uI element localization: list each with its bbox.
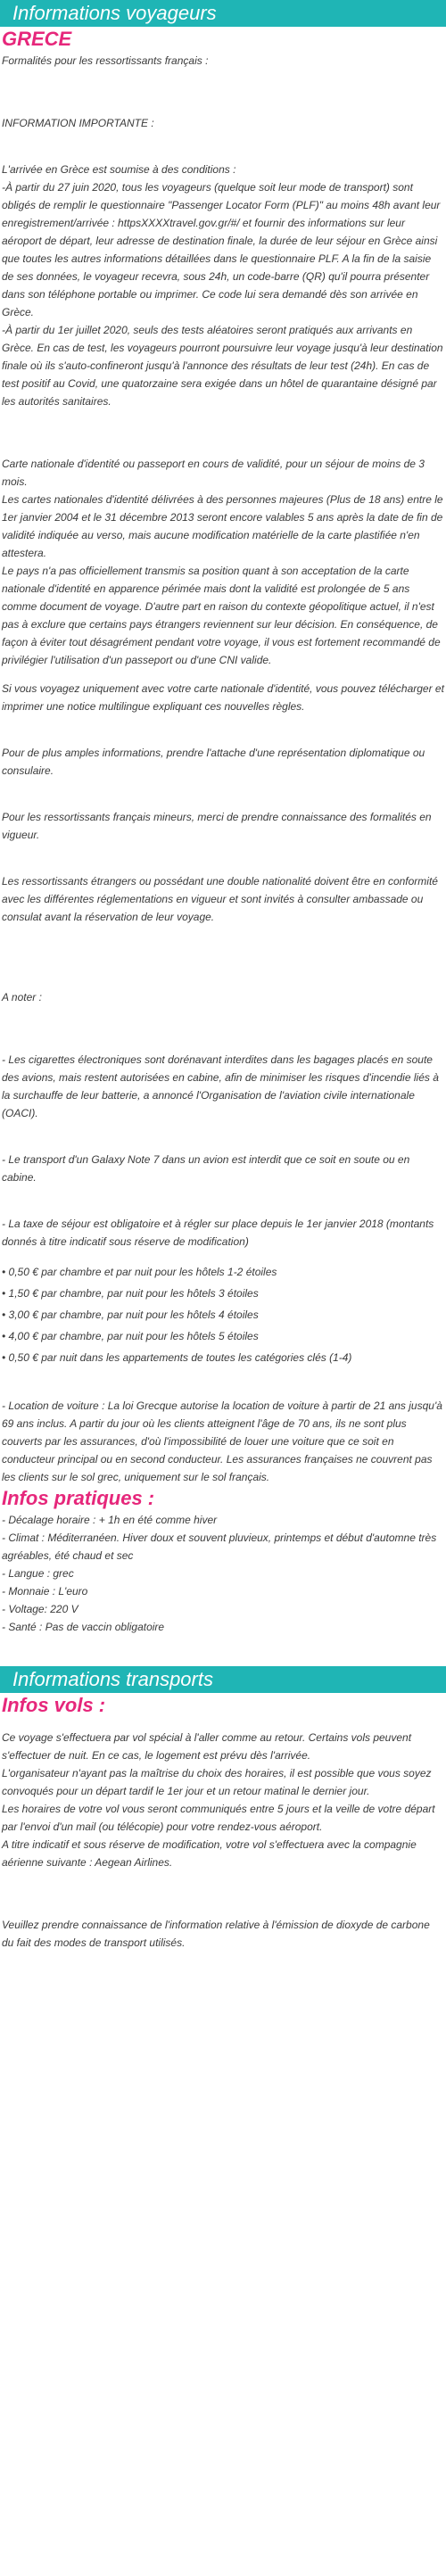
location-voiture-note: - Location de voiture : La loi Grecque autorise la location de voiture à partir de 21 ans jusqu'à 69 ans inclus. A partir du jour où les clients atteignent l'âge de 70 ans, ils ne sont plus couverts par les assurances, d'où l'impossibilité de louer une voiture que ce soit en conducteur principal ou en second conducteur. Les assurances françaises ne couvrent pas les clients sur le sol grec, uniquement sur le sol français. [2,1399,442,1483]
vols-paragraph-4: A titre indicatif et sous réserve de modification, votre vol s'effectuera avec la compagnie aérienne suivante : Aegean Airlines. [2,1838,417,1869]
plus-amples-info: Pour de plus amples informations, prendre l'attache d'une représentation diplomatique ou consulaire. [2,747,425,777]
voyageurs-header: Informations voyageurs [0,0,446,27]
cni-paragraph-4: Si vous voyagez uniquement avec votre carte nationale d'identité, vous pouvez télécharger et imprimer une notice multilingue expliquant ces nouvelles règles. [2,682,444,713]
infos-pratiques-title: Infos pratiques : [2,1487,155,1509]
important-heading: INFORMATION IMPORTANTE : [2,117,154,129]
list-item: - Santé : Pas de vaccin obligatoire [2,1621,165,1633]
transports-section [0,1666,446,1952]
arrivee-paragraph-1: -À partir du 27 juin 2020, tous les voyageurs (quelque soit leur mode de transport) sont obligés de remplir le questionnaire "Passenger Locator Form (PLF)" au moins 48h avant leur enregistrement/arrivée : httpsXXXXtravel.gov.gr/#/ et fournir des informations sur leur aéroport de départ, leur adresse de destination finale, la durée de leur séjour en Grèce ainsi que toutes les autres informations détaillées dans le questionnaire PLF. A la fin de la saisie de ses données, le voyageur recevra, sous 24h, un code-barre (QR) qu'il pourra présenter dans son téléphone portable ou imprimer. Ce code lui sera demandé dès son arrivée en Grèce. [2,181,441,318]
list-item: • 3,00 € par chambre, par nuit pour les hôtels 4 étoiles [2,1309,259,1321]
list-item: • 0,50 € par nuit dans les appartements de toutes les catégories clés (1-4) [2,1351,352,1364]
vols-paragraph-2: L'organisateur n'ayant pas la maîtrise du choix des horaires, il est possible que vous soyez convoqués pour un départ tardif le 1er jour et un retour matinal le dernier jour. [2,1767,432,1797]
cni-paragraph-3: Le pays n'a pas officiellement transmis sa position quant à son acceptation de la carte nationale d'identité en apparence périmée mais dont la validité est prolongée de 5 ans comme document de voyage. D'autre part en raison du contexte géopolitique actuel, il n'est pas à exclure que certains pays étrangers reviennent sur leur décision. En conséquence, de façon à éviter tout désagrément pendant votre voyage, il vous est fortement recommandé de privilégier l'utilisation d'un passeport ou d'une CNI valide. [2,565,441,666]
transports-header: Informations transports [0,1666,446,1693]
cni-paragraph-1: Carte nationale d'identité ou passeport en cours de validité, pour un séjour de moins de 3 mois. [2,458,425,488]
cni-paragraph-2: Les cartes nationales d'identité délivrées à des personnes majeures (Plus de 18 ans) entre le 1er janvier 2004 et le 31 décembre 2013 seront encore valables 5 ans après la date de fin de validité indiquée au verso, mais aucune modification matérielle de la carte plastifiée n'en attestera. [2,493,443,559]
list-item: • 0,50 € par chambre et par nuit pour les hôtels 1-2 étoiles [2,1266,277,1278]
vols-paragraph-3: Les horaires de votre vol vous seront communiqués entre 5 jours et la veille de votre départ par l'envoi d'un mail (ou télécopie) pour votre rendez-vous aéroport. [2,1803,435,1833]
infos-pratiques-list [0,1511,446,1636]
list-item: - Décalage horaire : + 1h en été comme hiver [2,1514,218,1526]
infos-vols-title: Infos vols : [2,1694,106,1716]
mineurs-info: Pour les ressortissants français mineurs, merci de prendre connaissance des formalités en vigueur. [2,811,432,841]
list-item: - Climat : Méditerranéen. Hiver doux et souvent pluvieux, printemps et début d'automne très agréables, été chaud et sec [2,1532,437,1562]
taxe-sejour-note: - La taxe de séjour est obligatoire et à régler sur place depuis le 1er janvier 2018 (montants donnés à titre indicatif sous réserve de modification) [2,1218,434,1248]
voyageurs-content [0,52,446,1486]
taxe-list [2,1261,444,1368]
cigarettes-note: - Les cigarettes électroniques sont dorénavant interdites dans les bagages placés en soute des avions, mais restent autorisées en cabine, afin de minimiser les risques d'incendie liés à la surchauffe de leur batterie, a annoncé l'Organisation de l'aviation civile internationale (OACI). [2,1053,439,1119]
list-item: • 1,50 € par chambre, par nuit pour les hôtels 3 étoiles [2,1287,259,1300]
arrivee-intro: L'arrivée en Grèce est soumise à des conditions : [2,163,236,176]
galaxy-note: - Le transport d'un Galaxy Note 7 dans un avion est interdit que ce soit en soute ou en cabine. [2,1153,410,1184]
list-item: - Langue : grec [2,1567,74,1580]
list-item: • 4,00 € par chambre, par nuit pour les hôtels 5 étoiles [2,1330,259,1342]
transports-content [0,1718,446,1952]
a-noter-heading: A noter : [2,991,42,1003]
etrangers-info: Les ressortissants étrangers ou possédant une double nationalité doivent être en conformité avec les différentes réglementations en vigueur et sont invités à consulter ambassade ou consulat avant la réservation de leur voyage. [2,875,438,923]
list-item: - Voltage: 220 V [2,1603,78,1615]
country-title: GRECE [2,28,72,50]
list-item: - Monnaie : L'euro [2,1585,88,1598]
arrivee-paragraph-2: -À partir du 1er juillet 2020, seuls des tests aléatoires seront pratiqués aux arrivants en Grèce. En cas de test, les voyageurs pourront poursuivre leur voyage jusqu'à leur destination finale où ils s'auto-confineront jusqu'à l'annonce des résultats de leur test (24h). En cas de test positif au Covid, une quatorzaine sera exigée dans un hôtel de quarantaine désigné par les autorités sanitaires. [2,324,443,408]
vols-paragraph-1: Ce voyage s'effectuera par vol spécial à l'aller comme au retour. Certains vols peuvent s'effectuer de nuit. En ce cas, le logement est prévu dès l'arrivée. [2,1731,412,1762]
formalites-intro: Formalités pour les ressortissants français : [2,54,209,67]
vols-paragraph-5: Veuillez prendre connaissance de l'information relative à l'émission de dioxyde de carbone du fait des modes de transport utilisés. [2,1919,430,1949]
